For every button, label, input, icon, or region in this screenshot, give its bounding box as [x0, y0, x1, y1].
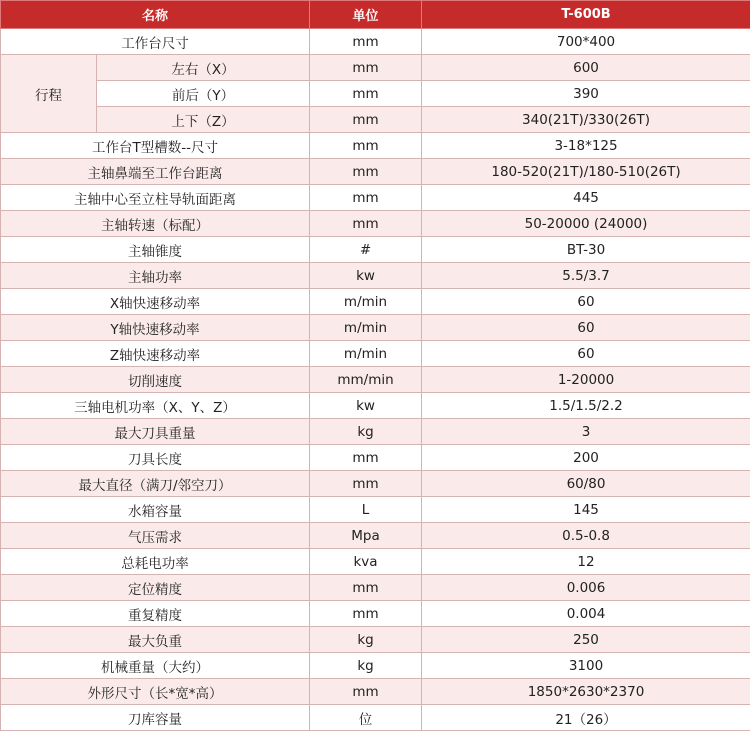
table-row	[1, 679, 750, 705]
table-row	[1, 159, 750, 185]
spec-value: 600	[422, 55, 750, 81]
table-row	[1, 419, 750, 445]
spec-value: 3100	[422, 653, 750, 679]
table-row	[1, 55, 750, 81]
table-row	[1, 705, 750, 731]
spec-name: X轴快速移动率	[1, 289, 310, 315]
spec-value: 60	[422, 289, 750, 315]
spec-unit: kg	[310, 627, 422, 653]
table-row	[1, 575, 750, 601]
spec-value: 0.004	[422, 601, 750, 627]
table-row	[1, 81, 750, 107]
spec-value: 5.5/3.7	[422, 263, 750, 289]
spec-value: 250	[422, 627, 750, 653]
table-row	[1, 263, 750, 289]
spec-value: 1850*2630*2370	[422, 679, 750, 705]
spec-value: 12	[422, 549, 750, 575]
table-row	[1, 341, 750, 367]
spec-name: 刀具长度	[1, 445, 310, 471]
spec-value: 60/80	[422, 471, 750, 497]
spec-value: 390	[422, 81, 750, 107]
table-row	[1, 471, 750, 497]
table-row	[1, 185, 750, 211]
spec-name: 上下（Z）	[97, 107, 310, 133]
spec-unit: kw	[310, 393, 422, 419]
spec-name: 刀库容量	[1, 705, 310, 731]
spec-unit: kva	[310, 549, 422, 575]
spec-name: 总耗电功率	[1, 549, 310, 575]
table-header-row	[1, 1, 750, 29]
table-row	[1, 601, 750, 627]
table-row	[1, 497, 750, 523]
spec-unit: kg	[310, 653, 422, 679]
spec-name: 前后（Y）	[97, 81, 310, 107]
spec-name: 主轴锥度	[1, 237, 310, 263]
spec-name: Y轴快速移动率	[1, 315, 310, 341]
spec-value: BT-30	[422, 237, 750, 263]
spec-unit: m/min	[310, 341, 422, 367]
header-model: T-600B	[422, 1, 750, 29]
spec-unit: mm	[310, 445, 422, 471]
spec-value: 60	[422, 315, 750, 341]
spec-name: 水箱容量	[1, 497, 310, 523]
spec-unit: mm	[310, 159, 422, 185]
spec-name: 机械重量（大约）	[1, 653, 310, 679]
spec-name: 外形尺寸（长*宽*高）	[1, 679, 310, 705]
spec-name: Z轴快速移动率	[1, 341, 310, 367]
table-row	[1, 367, 750, 393]
spec-value: 700*400	[422, 29, 750, 55]
table-row	[1, 653, 750, 679]
spec-name: 气压需求	[1, 523, 310, 549]
spec-name: 最大直径（满刀/邻空刀）	[1, 471, 310, 497]
table-row	[1, 393, 750, 419]
spec-value: 1.5/1.5/2.2	[422, 393, 750, 419]
group-label: 行程	[1, 55, 97, 133]
table-row	[1, 237, 750, 263]
spec-value: 3-18*125	[422, 133, 750, 159]
spec-unit: mm	[310, 81, 422, 107]
spec-value: 0.006	[422, 575, 750, 601]
spec-name: 最大刀具重量	[1, 419, 310, 445]
table-body	[1, 29, 750, 731]
spec-unit: mm/min	[310, 367, 422, 393]
spec-unit: kg	[310, 419, 422, 445]
spec-value: 60	[422, 341, 750, 367]
spec-value: 145	[422, 497, 750, 523]
spec-unit: L	[310, 497, 422, 523]
spec-value: 3	[422, 419, 750, 445]
spec-unit: Mpa	[310, 523, 422, 549]
spec-unit: 位	[310, 705, 422, 731]
spec-name: 主轴鼻端至工作台距离	[1, 159, 310, 185]
table-row	[1, 289, 750, 315]
spec-value: 1-20000	[422, 367, 750, 393]
spec-value: 0.5-0.8	[422, 523, 750, 549]
spec-name: 左右（X）	[97, 55, 310, 81]
spec-unit: kw	[310, 263, 422, 289]
spec-unit: mm	[310, 133, 422, 159]
spec-unit: mm	[310, 471, 422, 497]
spec-unit: mm	[310, 575, 422, 601]
table-row	[1, 29, 750, 55]
spec-unit: #	[310, 237, 422, 263]
table-row	[1, 107, 750, 133]
spec-value: 340(21T)/330(26T)	[422, 107, 750, 133]
spec-unit: mm	[310, 601, 422, 627]
header-name: 名称	[1, 1, 310, 29]
table-row	[1, 211, 750, 237]
table-row	[1, 549, 750, 575]
header-unit: 单位	[310, 1, 422, 29]
spec-unit: mm	[310, 55, 422, 81]
spec-value: 180-520(21T)/180-510(26T)	[422, 159, 750, 185]
spec-name: 主轴中心至立柱导轨面距离	[1, 185, 310, 211]
spec-name: 重复精度	[1, 601, 310, 627]
spec-value: 200	[422, 445, 750, 471]
spec-name: 定位精度	[1, 575, 310, 601]
spec-unit: mm	[310, 107, 422, 133]
table-row	[1, 133, 750, 159]
spec-unit: mm	[310, 679, 422, 705]
spec-name: 最大负重	[1, 627, 310, 653]
spec-unit: mm	[310, 185, 422, 211]
spec-name: 主轴转速（标配）	[1, 211, 310, 237]
spec-unit: m/min	[310, 289, 422, 315]
spec-name: 三轴电机功率（X、Y、Z）	[1, 393, 310, 419]
spec-unit: mm	[310, 29, 422, 55]
table-row	[1, 523, 750, 549]
spec-name: 工作台T型槽数--尺寸	[1, 133, 310, 159]
spec-value: 50-20000 (24000)	[422, 211, 750, 237]
table-row	[1, 315, 750, 341]
spec-unit: mm	[310, 211, 422, 237]
spec-value: 21（26）	[422, 705, 750, 731]
spec-value: 445	[422, 185, 750, 211]
table-row	[1, 627, 750, 653]
table-row	[1, 445, 750, 471]
spec-name: 切削速度	[1, 367, 310, 393]
spec-name: 主轴功率	[1, 263, 310, 289]
spec-unit: m/min	[310, 315, 422, 341]
spec-name: 工作台尺寸	[1, 29, 310, 55]
